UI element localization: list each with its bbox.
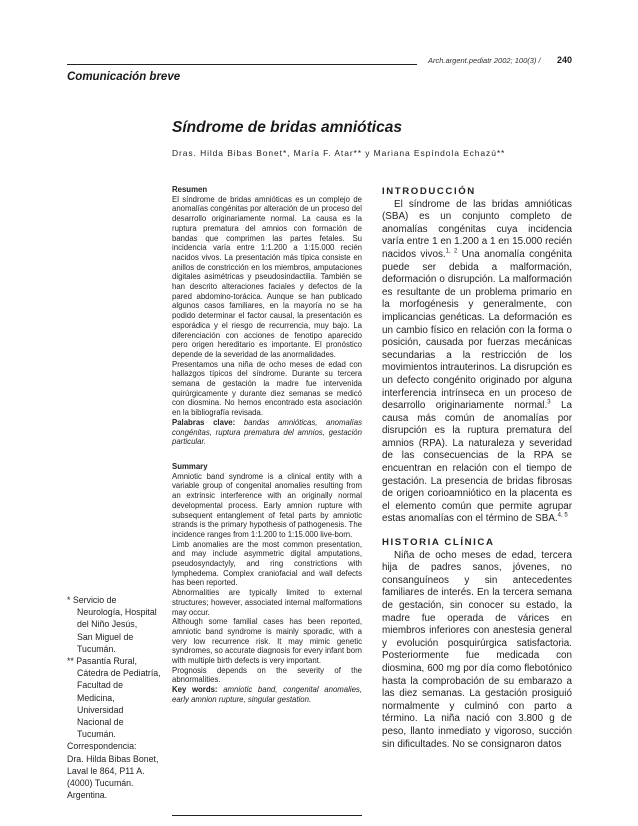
summary-text: Amniotic band syndrome is a clinical entity with a variable group of congenital anomalies resulting from an extrinsic interference with an originally normal developmental process. Early amnion rupture with subsequent entanglement of fetal parts by amniotic strands is the primary hypothesis of pathogenesis. The incidence ranges from 1:1.200 to 1:15.000 live-born. (172, 471, 362, 539)
footnote-line: Nacional de (77, 717, 124, 728)
correspondence-line: Argentina. (67, 790, 108, 801)
intro-text-2: Una anomalía congénita puede ser debida a malformación, deformación o disrupción. La malformación es resultante de un problema primario en la morfogénesis y generalmente, con implicancias genéticas. La deformación es un cambio físico en relación con la forma o posición, causada por fuerzas mecánicas secundarias a la restricción de los movimientos intrauterinos. La disrupción es un defecto congénito originado por alguna interferencia intrínseca en un proceso de desarrollo originariamente normal. (382, 248, 572, 412)
intro-text-3: La causa más común de anomalías por disrupción es la ruptura prematura del amnios (RPA). La naturaleza y severidad de las consecuencias de la RPA se encuentran en relación con el tiempo de gestación. La presencia de bridas fibrosas de origen corioamniótico en la placenta es el elemento común que permite agrupar estas anomalías con el término de SBA. (382, 400, 572, 525)
summary-text-4: Although some familial cases has been reported, amniotic band syndrome is mainly sporadic, with a very low recurrence risk. It may mimic genetic syndromes, so accurate diagnosis for every infant born with multiple birth defects is very important. (172, 617, 362, 666)
summary-text-3: Abnormalities are typically limited to external structures; however, associated internal malformations may occur. (172, 588, 362, 617)
body-column (382, 186, 572, 751)
intro-text-1: El síndrome de las bridas amnióticas (SBA) es un conjunto completo de anomalías congénitas cuya incidencia varía entre 1 en 1.200 a 1 en 15.000 recién nacidos vivos. (382, 198, 572, 260)
footnote-line: Tucumán. (77, 643, 116, 654)
summary-heading: Summary (172, 461, 208, 471)
palabras-clave-label: Palabras clave: (172, 417, 236, 427)
article-authors: Dras. Hilda Bibas Bonet*, María F. Atar** y Mariana Espíndola Echazú** (172, 148, 506, 158)
intro-heading: INTRODUCCIÓN (382, 186, 476, 197)
correspondence-label: Correspondencia: (67, 741, 137, 752)
key-words-value: amniotic band, congenital anomalies, early amnion rupture, singular gestation. (172, 685, 362, 704)
key-words (172, 685, 362, 704)
affiliation-footnotes (67, 594, 167, 801)
article-title: Síndrome de bridas amnióticas (172, 119, 402, 136)
resumen-text-2: Presentamos una niña de ocho meses de edad con hallazgos típicos del síndrome. Durante su tercera semana de gestación la madre fue intervenida quirúrgicamente y durante diez semanas se medicó con diosmina. No hemos encontrado esta asociación en la bibliografía revisada. (172, 359, 362, 418)
footnote-line: * Servicio de (67, 595, 117, 605)
citation-ref: 4, 5 (557, 513, 568, 520)
correspondence-line: (4000) Tucumán. (67, 778, 134, 789)
abstract-column (172, 185, 362, 705)
footnote-line: ** Pasantía Rural, (67, 656, 137, 667)
footnote-line: Neurología, Hospital (77, 607, 157, 618)
header-rule (67, 64, 417, 65)
correspondence-line: Laval le 864, P11 A. (67, 765, 145, 776)
journal-citation: Arch.argent.pediatr 2002; 100(3) / (428, 56, 541, 65)
section-label: Comunicación breve (67, 71, 181, 83)
footnote-line: Facultad de (77, 680, 123, 691)
footnote-line: Medicina, (77, 692, 115, 703)
resumen-heading: Resumen (172, 185, 208, 194)
abstract-end-rule (172, 815, 362, 816)
resumen-text: El síndrome de bridas amnióticas es un complejo de anomalías congénitas por alteración de un proceso del desarrollo originariamente normal. La causa es la ruptura prematura del amnios con formación de bandas que comprimen las partes fetales. Su incidencia varía entre 1:1.200 a 1:15.000 recién nacidos vivos. La presentación más típica consiste en anillos de constricción en los miembros, amputaciones digitales asimétricas y pseudosindactilia. También se han descrito alteraciones faciales y defectos de la pared abdomino-torácica. Aunque se han publicado algunos casos familiares, en la mayoría no se ha podido determinar el factor causal, la presentación es esporádica y el riesgo de recurrencia, muy bajo. La diferenciación con acciones de fenotipo aparecido pero origen hereditario es importante. El pronóstico depende de la severidad de las anormalidades. (172, 194, 362, 359)
footnote-line: del Niño Jesús, (77, 619, 138, 630)
key-words-label: Key words: (172, 685, 218, 695)
intro-paragraph (382, 199, 572, 526)
summary-text-2: Limb anomalies are the most common presentation, and may include asymmetric digital amputations, pseudosyndactyly, and ring constrictions with lymphedema. Complex craniofacial and wall defects has been reported. (172, 539, 362, 588)
page-number: 240 (557, 55, 573, 65)
correspondence-line: Dra. Hilda Bibas Bonet, (67, 753, 159, 764)
palabras-clave-value: bandas amnióticas, anomalías congénitas, ruptura prematura del amnios, gestación particular. (172, 417, 362, 447)
footnote-line: San Miguel de (77, 631, 134, 642)
citation-ref: 3 (547, 399, 551, 406)
history-heading: HISTORIA CLÍNICA (382, 537, 495, 549)
citation-ref: 1, 2 (445, 248, 458, 255)
summary-text-5: Prognosis depends on the severity of the abnormalities. (172, 665, 362, 685)
footnote-line: Cátedra de Pediatría, (77, 668, 161, 679)
footnote-line: Universidad (77, 704, 124, 715)
palabras-clave (172, 418, 362, 447)
history-paragraph: Niña de ocho meses de edad, tercera hija de padres sanos, jóvenes, no consanguíneos y sin antecedentes familiares de interés. En la tercera semana de gestación, sin conocer su estado, la madre fue operada de várices en miembros inferiores con anestesia general y evolución posquirúrgica satisfactoria. Posteriormente fue medicada con diosmina, 600 mg por día como flebotónico hasta la comprobación de su embarazo a las diez semanas. La gestación prosiguió normalmente y culminó con parto a término. La niña nació con 3.800 g de peso, llanto inmediato y vigoroso, succión sin dificultades. No se consignaron datos (382, 549, 572, 750)
footnote-line: Tucumán. (77, 729, 116, 740)
